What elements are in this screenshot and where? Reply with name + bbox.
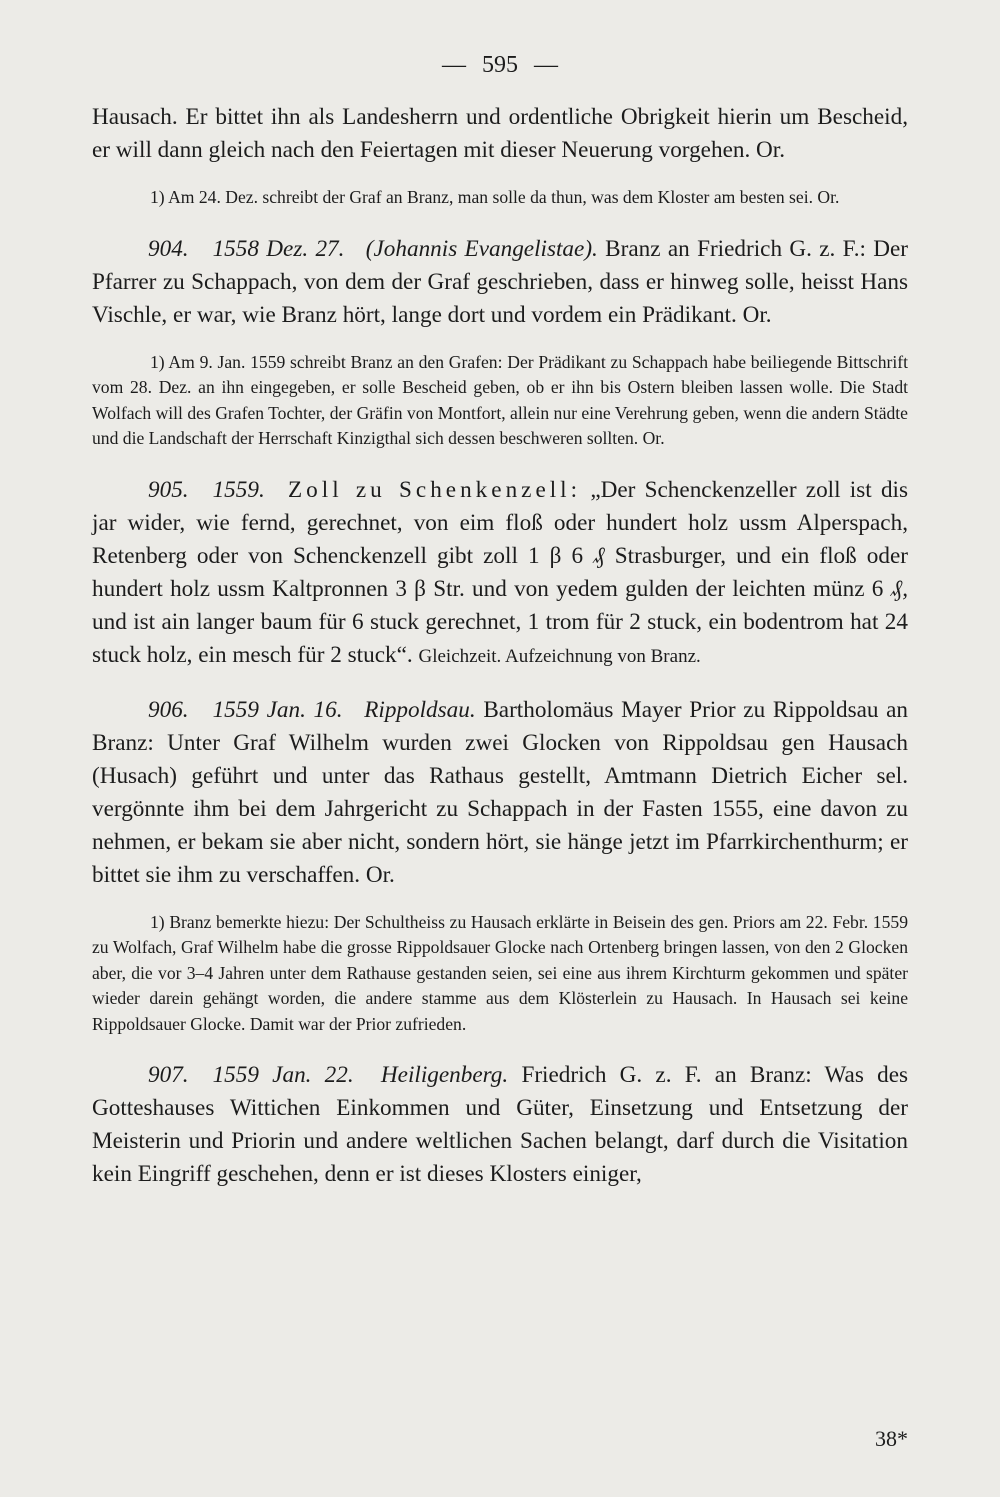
entry-number: 906. xyxy=(148,696,189,723)
printer-signature: 38* xyxy=(875,1426,908,1451)
pfennig-symbol: ₰, xyxy=(890,575,908,602)
page-number-dash-right: — xyxy=(534,52,558,78)
entry-906 xyxy=(92,694,908,892)
entry-place: (Johannis Evangelistae). xyxy=(365,235,598,262)
entry-904 xyxy=(92,233,908,332)
entry-date: 1559. xyxy=(212,476,265,503)
pfennig-symbol: ₰ xyxy=(593,542,605,569)
entry-date: 1559 Jan. 22. xyxy=(212,1062,354,1088)
entry-source: Gleichzeit. Aufzeichnung von Branz. xyxy=(418,645,701,667)
footnote-1: 1) Am 24. Dez. schreibt der Graf an Branz, man solle da thun, was dem Kloster am besten sei. Or. xyxy=(150,187,840,207)
entry-text: Branz an Friedrich G. z. F.: Der Pfarrer zu Schappach, von dem der Graf geschrieben, dass er hinweg solle, heisst Hans Vischle, er war, wie Branz hört, lange dort und vordem ein Prädikant. Or. xyxy=(92,235,909,328)
entry-number: 907. xyxy=(148,1062,189,1088)
footnote-906: 1) Branz bemerkte hiezu: Der Schultheiss zu Hausach erklärte in Beisein des gen. Priors am 22. Febr. 1559 zu Wolfach, Graf Wilhelm habe die grosse Rippoldsauer Glocke nach Ortenberg bringen lassen, von den 2 Glocken aber, die vor 3–4 Jahren unter dem Rathause gestanden seien, sei eine aus ihrem Kirchturm gekommen und später wieder darein gehängt worden, die andere stamme aus dem Klösterlein zu Hausach. In Hausach sei keine Rippoldsauer Glocke. Damit war der Prior zufrieden. xyxy=(92,911,908,1034)
entry-text: Friedrich G. z. F. an Branz: Was des Gotteshauses Wittichen Einkommen und Güter, Einsetzung und Entsetzung der Meisterin und Priorin und andere weltlichen Sachen belangt, darf durch die Visitation kein Eingriff geschehen, denn er ist dieses Klosters einiger, xyxy=(92,1062,909,1187)
entry-text: und ist ain langer baum für 6 stuck gerechnet, 1 trom für 2 stuck, ein bodentrom hat 24 stuck holz, ein mesch für 2 stuck“. xyxy=(92,608,908,668)
page-number: — 595 — xyxy=(442,52,558,78)
entry-date: 1558 Dez. 27. xyxy=(212,235,345,262)
entry-907 xyxy=(92,1059,908,1191)
page-number-dash-left: — xyxy=(442,52,466,78)
entry-date: 1559 Jan. 16. xyxy=(212,696,343,723)
entry-text: „Der Schenckenzeller zoll ist dis jar wider, wie fernd, gerechnet, von eim floß oder hundert holz ussm Alperspach, Retenberg oder von Schenckenzell gibt zoll 1 β 6 xyxy=(92,476,909,569)
footnote-904: 1) Am 9. Jan. 1559 schreibt Branz an den Grafen: Der Prädikant zu Schappach habe beiliegende Bittschrift vom 28. Dez. an ihn eingegeben, er solle Bescheid geben, ob er ihn bis Ostern bleiben lassen wolle. Die Stadt Wolfach will des Grafen Tochter, der Gräfin von Montfort, allein nur eine Verehrung geben, wenn die andern Städte und die Landschaft der Herrschaft Kinzigthal sich dessen beschweren sollten. Or. xyxy=(92,351,908,448)
entry-number: 904. xyxy=(148,235,189,262)
entry-905 xyxy=(92,474,908,672)
entry-text: Strasburger, und ein floß oder hundert holz ussm Kaltpronnen 3 β Str. und von yedem gulden der leichten münz 6 xyxy=(92,542,908,602)
entry-place: Rippoldsau. xyxy=(364,696,476,723)
entry-number: 905. xyxy=(148,476,189,503)
paragraph-continuation: Hausach. Er bittet ihn als Landesherrn und ordentliche Obrigkeit hierin um Bescheid, er will dann gleich nach den Feiertagen mit dieser Neuerung vorgehen. Or. xyxy=(92,104,908,163)
entry-place: Heiligenberg. xyxy=(380,1062,509,1088)
entry-title: Zoll zu Schenkenzell: xyxy=(288,476,582,503)
entry-text: Bartholomäus Mayer Prior zu Rippoldsau an Branz: Unter Graf Wilhelm wurden zwei Glocken von Rippoldsau gen Hausach (Husach) geführt und unter das Rathaus gestellt, Amtmann Dietrich Eicher sel. vergönnte ihm bei dem Jahrgericht zu Schappach in der Fasten 1555, eine davon zu nehmen, er bekam sie aber nicht, sondern hört, sie hänge jetzt im Pfarrkirchenthurm; er bittet sie ihm zu verschaffen. Or. xyxy=(92,696,909,888)
